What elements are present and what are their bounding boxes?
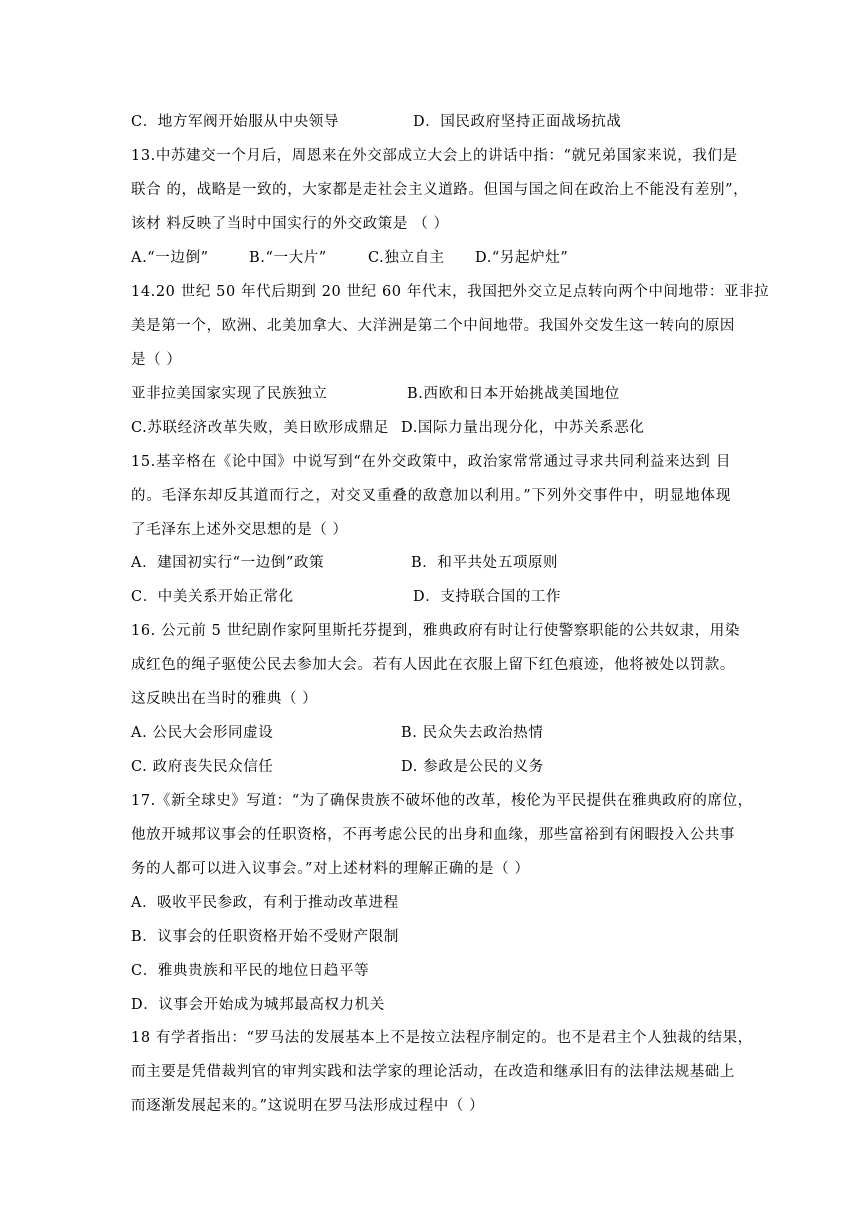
q16-option-d[interactable]: D. 参政是公民的义务 — [401, 759, 544, 775]
q12-option-d[interactable]: D．国民政府坚持正面战场抗战 — [413, 114, 622, 130]
q18-stem-line-1: 18 有学者指出：“罗马法的发展基本上不是按立法程序制定的。也不是君主个人独裁的结果， — [131, 1030, 753, 1046]
q16-option-b[interactable]: B. 民众失去政治热情 — [401, 725, 544, 741]
q17-option-d[interactable]: D．议事会开始成为城邦最高权力机关 — [131, 997, 385, 1013]
q13-option-a[interactable]: A.“一边倒” — [131, 250, 209, 266]
q15-stem-line-3: 了毛泽东上述外交思想的是（ ） — [131, 522, 348, 538]
q14-option-d[interactable]: D.国际力量出现分化，中苏关系恶化 — [401, 420, 645, 436]
q13-option-b[interactable]: B.“一大片” — [249, 250, 327, 266]
q15-stem-line-1: 15.基辛格在《论中国》中说写到“在外交政策中，政治家常常通过寻求共同利益来达到 目 — [131, 454, 731, 470]
q15-option-b[interactable]: B．和平共处五项原则 — [411, 555, 559, 571]
q18-stem-line-2: 而主要是凭借裁判官的审判实践和法学家的理论活动，在改造和继承旧有的法律法规基础上 — [131, 1064, 735, 1080]
q13-stem-line-1: 13.中苏建交一个月后，周恩来在外交部成立大会上的讲话中指：“就兄弟国家来说，我们是 — [131, 148, 738, 164]
q16-option-a[interactable]: A. 公民大会形同虚设 — [131, 725, 274, 741]
q17-stem-line-2: 他放开城邦议事会的任职资格，不再考虑公民的出身和血缘，那些富裕到有闲暇投入公共事 — [131, 827, 735, 843]
q16-stem-line-1: 16. 公元前 5 世纪剧作家阿里斯托芬提到，雅典政府有时让行使警察职能的公共奴隶，用染 — [131, 623, 741, 639]
q16-stem-line-3: 这反映出在当时的雅典（ ） — [131, 691, 318, 707]
q14-stem-line-3: 是（ ） — [131, 352, 182, 368]
q15-option-c[interactable]: C．中美关系开始正常化 — [131, 589, 294, 605]
q17-option-b[interactable]: B．议事会的任职资格开始不受财产限制 — [131, 929, 399, 945]
q12-option-c[interactable]: C．地方军阀开始服从中央领导 — [131, 114, 339, 130]
q17-stem-line-1: 17.《新全球史》写道：“为了确保贵族不破坏他的改革，梭伦为平民提供在雅典政府的席位， — [131, 793, 753, 809]
q16-stem-line-2: 成红色的绳子驱使公民去参加大会。若有人因此在衣服上留下红色痕迹，他将被处以罚款。 — [131, 657, 735, 673]
q14-stem-line-1: 14.20 世纪 50 年代后期到 20 世纪 60 年代末，我国把外交立足点转向两个中间地带：亚非拉 — [131, 284, 770, 300]
q15-option-a[interactable]: A．建国初实行“一边倒”政策 — [131, 555, 325, 571]
q14-stem-line-2: 美是第一个，欧洲、北美加拿大、大洋洲是第二个中间地带。我国外交发生这一转向的原因 — [131, 318, 735, 334]
q18-stem-line-3: 而逐渐发展起来的。”这说明在罗马法形成过程中（ ） — [131, 1098, 485, 1114]
q15-option-d[interactable]: D．支持联合国的工作 — [413, 589, 562, 605]
q14-option-b[interactable]: B.西欧和日本开始挑战美国地位 — [407, 386, 620, 402]
q13-stem-line-2: 联合 的，战略是一致的，大家都是走社会主义道路。但国与国之间在政治上不能没有差别”， — [131, 182, 749, 198]
q17-option-c[interactable]: C．雅典贵族和平民的地位日趋平等 — [131, 963, 370, 979]
q17-stem-line-3: 务的人都可以进入议事会。”对上述材料的理解正确的是（ ） — [131, 861, 530, 877]
q14-option-a[interactable]: 亚非拉美国家实现了民族独立 — [131, 386, 328, 402]
q14-option-c[interactable]: C.苏联经济改革失败，美日欧形成鼎足 — [131, 420, 389, 436]
q13-stem-line-3: 该材 料反映了当时中国实行的外交政策是 （ ） — [131, 216, 449, 232]
q13-option-d[interactable]: D.“另起炉灶” — [475, 250, 569, 266]
q13-option-c[interactable]: C.独立自主 — [368, 250, 445, 266]
q15-stem-line-2: 的。毛泽东却反其道而行之，对交叉重叠的敌意加以利用。”下列外交事件中，明显地体现 — [131, 488, 731, 504]
q17-option-a[interactable]: A．吸收平民参政，有利于推动改革进程 — [131, 895, 399, 911]
q16-option-c[interactable]: C. 政府丧失民众信任 — [131, 759, 274, 775]
